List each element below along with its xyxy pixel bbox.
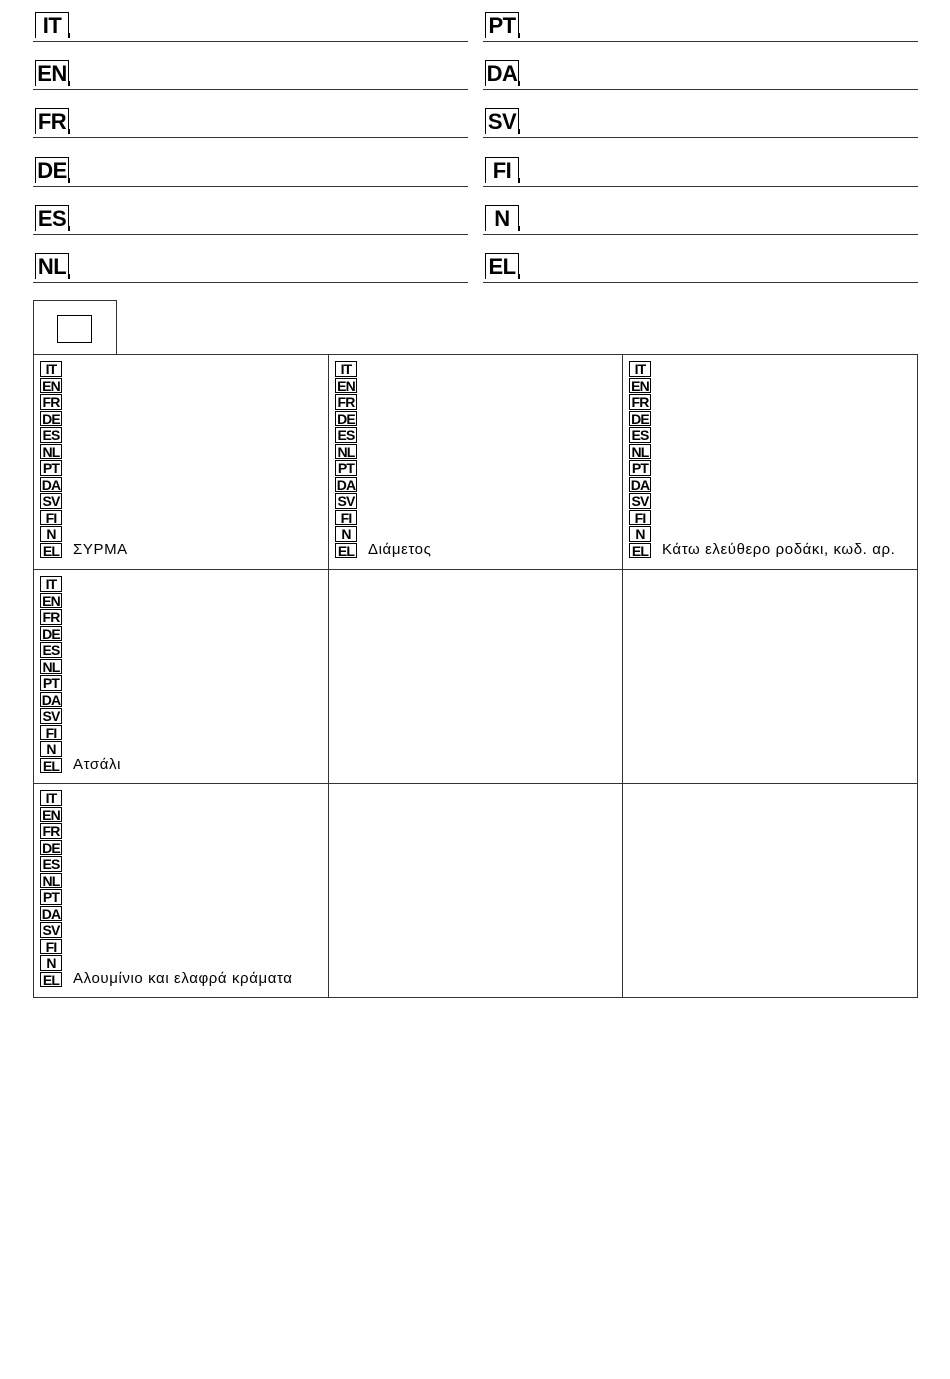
language-row-nl xyxy=(33,253,468,283)
language-code-badge: FI xyxy=(40,939,62,955)
language-code-badge: ES xyxy=(40,427,62,443)
language-code-badge: DA xyxy=(41,691,61,707)
language-code-badge: ES xyxy=(40,856,62,872)
language-row-de xyxy=(33,157,468,187)
language-badge: ES xyxy=(35,205,69,231)
cell-label: ΣΥΡΜΑ xyxy=(73,541,128,558)
language-line xyxy=(33,186,468,187)
table-cell xyxy=(34,355,329,570)
language-code-badge: EN xyxy=(40,378,62,394)
table-cell xyxy=(34,570,329,784)
language-code-badge: PT xyxy=(40,460,62,476)
language-code-badge: PT xyxy=(40,675,62,691)
language-badge: DE xyxy=(35,157,69,183)
language-code-badge: NL xyxy=(335,444,357,460)
language-line xyxy=(33,41,468,42)
language-code-badge: NL xyxy=(40,873,62,889)
language-code-badge: PT xyxy=(335,460,357,476)
cell-label: Ατσάλι xyxy=(73,756,122,773)
section-tab xyxy=(33,300,117,354)
language-badge: EL xyxy=(485,253,519,279)
language-line xyxy=(33,89,468,90)
language-row-sv xyxy=(483,108,918,138)
language-line xyxy=(33,282,468,283)
language-row-en xyxy=(33,60,468,90)
language-badge: FR xyxy=(35,108,69,134)
language-code-badge: EN xyxy=(335,378,357,394)
language-code-badge: FR xyxy=(40,394,62,410)
language-code-badge: DE xyxy=(335,411,357,427)
language-code-badge: NL xyxy=(40,659,62,675)
cell-label: Κάτω ελεύθερο ροδάκι, κωδ. αρ. xyxy=(662,541,896,558)
language-line xyxy=(483,89,918,90)
table-cell xyxy=(329,784,623,999)
language-code-badge: NL xyxy=(629,444,651,460)
table-cell xyxy=(623,355,919,570)
language-code-badge: N xyxy=(40,741,62,757)
table-cell xyxy=(329,570,623,784)
language-code-badge: FR xyxy=(40,823,62,839)
language-code-badge: EL xyxy=(40,543,62,559)
table-cell xyxy=(34,784,329,999)
language-code-badge: DE xyxy=(40,626,62,642)
language-line xyxy=(483,282,918,283)
language-row-fi xyxy=(483,157,918,187)
language-badge: DA xyxy=(486,61,518,87)
language-code-badge: FI xyxy=(629,510,651,526)
language-badge: FI xyxy=(485,157,519,183)
cell-label: Αλουμίνιο και ελαφρά κράματα xyxy=(73,970,293,987)
language-code-badge: DA xyxy=(336,476,356,492)
language-row-es xyxy=(33,205,468,235)
language-code-badge: EL xyxy=(40,758,62,774)
language-line xyxy=(33,234,468,235)
language-badge: PT xyxy=(485,12,519,38)
language-line xyxy=(483,137,918,138)
language-row-it xyxy=(33,12,468,42)
language-code-badge: DA xyxy=(41,476,61,492)
language-code-stack xyxy=(40,790,62,988)
language-line xyxy=(483,186,918,187)
language-code-badge: IT xyxy=(40,361,62,377)
language-code-badge: DE xyxy=(40,840,62,856)
language-code-badge: N xyxy=(40,526,62,542)
language-code-badge: ES xyxy=(629,427,651,443)
language-code-badge: PT xyxy=(40,889,62,905)
language-code-badge: FR xyxy=(335,394,357,410)
language-row-da xyxy=(483,60,918,90)
language-code-badge: IT xyxy=(335,361,357,377)
language-code-badge: DE xyxy=(40,411,62,427)
section-tab-icon xyxy=(57,315,92,343)
language-code-badge: FR xyxy=(40,609,62,625)
language-code-badge: IT xyxy=(629,361,651,377)
language-code-badge: SV xyxy=(629,493,651,509)
language-badge: IT xyxy=(35,12,69,38)
language-code-badge: EL xyxy=(40,972,62,988)
language-code-badge: FR xyxy=(629,394,651,410)
table-cell xyxy=(623,784,919,999)
language-row-fr xyxy=(33,108,468,138)
language-row-n xyxy=(483,205,918,235)
language-code-badge: DA xyxy=(41,905,61,921)
language-badge: SV xyxy=(485,108,519,134)
language-code-badge: FI xyxy=(40,725,62,741)
table-cell xyxy=(623,570,919,784)
language-code-badge: DA xyxy=(630,476,650,492)
language-code-badge: SV xyxy=(40,493,62,509)
language-code-badge: SV xyxy=(40,922,62,938)
language-code-badge: FI xyxy=(40,510,62,526)
language-line xyxy=(483,41,918,42)
language-code-badge: PT xyxy=(629,460,651,476)
language-badge: N xyxy=(485,205,519,231)
language-code-badge: IT xyxy=(40,576,62,592)
language-code-badge: NL xyxy=(40,444,62,460)
language-code-badge: ES xyxy=(40,642,62,658)
language-line xyxy=(483,234,918,235)
language-code-stack xyxy=(629,361,651,559)
language-code-badge: FI xyxy=(335,510,357,526)
language-badge: NL xyxy=(35,253,69,279)
language-code-stack xyxy=(40,576,62,774)
language-code-badge: EN xyxy=(40,807,62,823)
language-row-pt xyxy=(483,12,918,42)
language-line xyxy=(33,137,468,138)
language-code-badge: SV xyxy=(40,708,62,724)
language-code-badge: DE xyxy=(629,411,651,427)
cell-label: Διάμετος xyxy=(368,541,432,558)
language-code-badge: EN xyxy=(629,378,651,394)
language-code-badge: N xyxy=(335,526,357,542)
language-code-badge: IT xyxy=(40,790,62,806)
wire-table xyxy=(33,354,918,998)
language-code-badge: EN xyxy=(40,593,62,609)
table-cell xyxy=(329,355,623,570)
language-code-stack xyxy=(40,361,62,559)
language-code-stack xyxy=(335,361,357,559)
language-code-badge: N xyxy=(40,955,62,971)
language-code-badge: EL xyxy=(335,543,357,559)
language-badge: EN xyxy=(35,60,69,86)
language-code-badge: N xyxy=(629,526,651,542)
language-code-badge: SV xyxy=(335,493,357,509)
language-code-badge: ES xyxy=(335,427,357,443)
language-row-el xyxy=(483,253,918,283)
language-code-badge: EL xyxy=(629,543,651,559)
